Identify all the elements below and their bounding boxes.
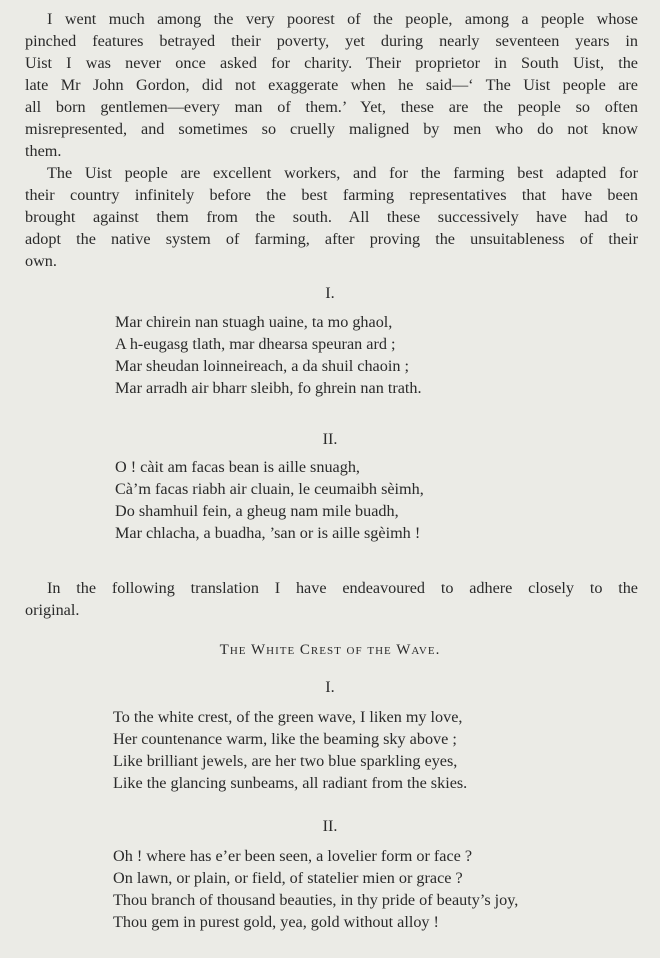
verse-line: On lawn, or plain, or field, of statelier mien or grace ? <box>113 869 463 887</box>
verse-line: Cà’m facas riabh air cluain, le ceumaibh sèimh, <box>115 480 424 498</box>
text-line: brought against them from the south. All these successively have had to <box>25 208 638 226</box>
stanza-number: I. <box>325 284 335 302</box>
verse-line: Thou branch of thousand beauties, in thy pride of beauty’s joy, <box>113 891 519 909</box>
text-line: own. <box>25 252 57 270</box>
text-line: I went much among the very poorest of the people, among a people whose <box>47 10 638 28</box>
text-line: all born gentlemen—every man of them.’ Yet, these are the people so often <box>25 98 638 116</box>
verse-line: Mar chirein nan stuagh uaine, ta mo ghaol, <box>115 313 393 331</box>
verse-line: Her countenance warm, like the beaming sky above ; <box>113 730 457 748</box>
poem-title: The White Crest of the Wave. <box>219 642 441 658</box>
verse-line: Like the glancing sunbeams, all radiant from the skies. <box>113 774 468 792</box>
verse-line: Oh ! where has e’er been seen, a lovelier form or face ? <box>113 847 473 865</box>
verse-line: A h-eugasg tlath, mar dhearsa speuran ard ; <box>115 335 396 353</box>
text-line: Uist I was never once asked for charity. Their proprietor in South Uist, the <box>25 54 638 72</box>
verse-line: Mar sheudan loinneireach, a da shuil chaoin ; <box>115 357 409 375</box>
text-line: their country infinitely before the best farming representatives that have been <box>25 186 638 204</box>
verse-line: Thou gem in purest gold, yea, gold without alloy ! <box>113 913 439 931</box>
verse-line: Mar chlacha, a buadha, ’san or is aille sgèimh ! <box>115 524 421 542</box>
verse-line: Do shamhuil fein, a gheug nam mile buadh, <box>115 502 399 520</box>
verse-line: Mar arradh air bharr sleibh, fo ghrein nan trath. <box>115 379 422 397</box>
text-line: pinched features betrayed their poverty, yet during nearly seventeen years in <box>25 32 638 50</box>
verse-line: O ! càit am facas bean is aille snuagh, <box>115 458 360 476</box>
text-line: misrepresented, and sometimes so cruelly maligned by men who do not know <box>25 120 638 138</box>
stanza-number: II. <box>322 817 338 835</box>
text-line: them. <box>25 142 62 160</box>
text-line: The Uist people are excellent workers, and for the farming best adapted for <box>47 164 638 182</box>
text-line: late Mr John Gordon, did not exaggerate when he said—‘ The Uist people are <box>25 76 638 94</box>
verse-line: Like brilliant jewels, are her two blue sparkling eyes, <box>113 752 458 770</box>
stanza-number: II. <box>322 430 338 448</box>
verse-line: To the white crest, of the green wave, I liken my love, <box>113 708 463 726</box>
text-line: original. <box>25 601 80 619</box>
text-line: In the following translation I have endeavoured to adhere closely to the <box>47 579 638 597</box>
text-line: adopt the native system of farming, after proving the unsuitableness of their <box>25 230 638 248</box>
stanza-number: I. <box>325 678 335 696</box>
